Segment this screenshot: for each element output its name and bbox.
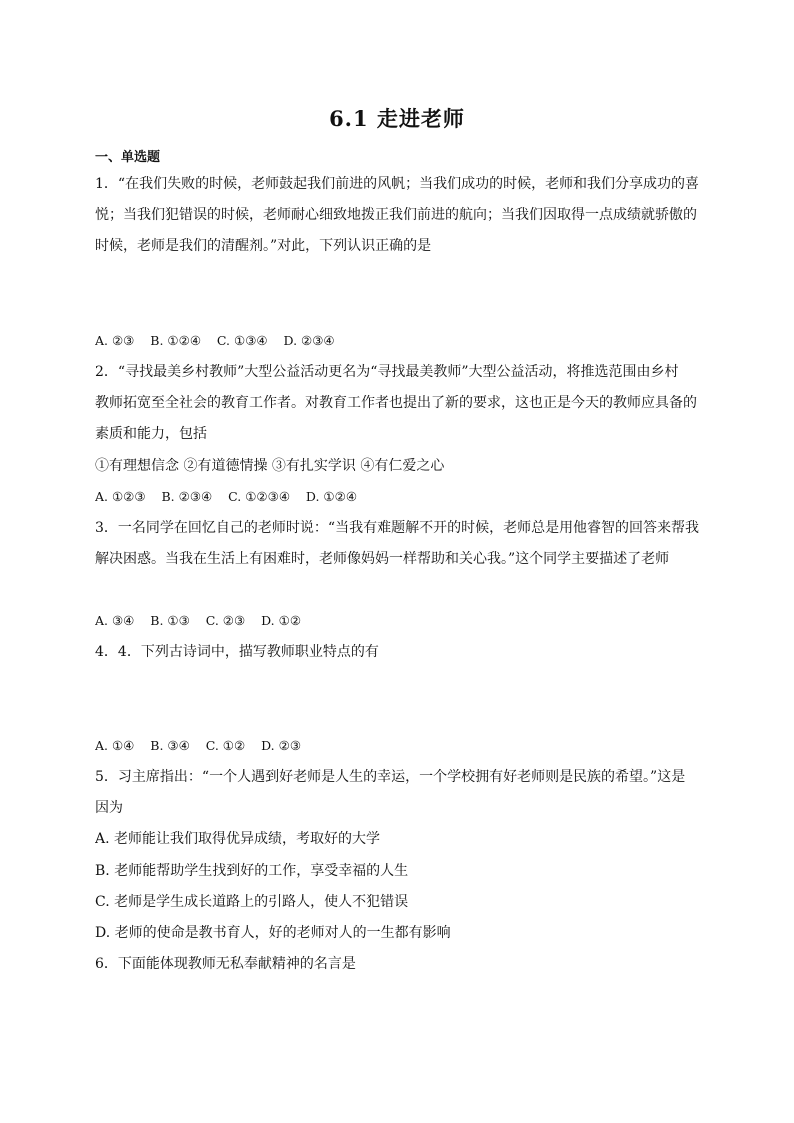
q5-stem-line-1: 5．习主席指出：“一个人遇到好老师是人生的幸运，一个学校拥有好老师则是民族的希望。”这是 <box>95 769 686 785</box>
q6-stem: 6．下面能体现教师无私奉献精神的名言是 <box>95 956 356 972</box>
q2-options: A. ①②③ B. ②③④ C. ①②③④ D. ①②④ <box>95 489 358 504</box>
q1-stem-line-1: 1．“在我们失败的时候，老师鼓起我们前进的风帆；当我们成功的时候，老师和我们分享成功的喜 <box>95 176 700 192</box>
q3-options: A. ③④ B. ①③ C. ②③ D. ①② <box>95 613 302 628</box>
q5-option-a: A. 老师能让我们取得优异成绩，考取好的大学 <box>95 831 381 847</box>
q3-stem-line-1: 3．一名同学在回忆自己的老师时说：“当我有难题解不开的时候，老师总是用他睿智的回答来帮我 <box>95 520 700 536</box>
q5-option-d: D. 老师的使命是教书育人，好的老师对人的一生都有影响 <box>95 925 451 941</box>
q5-stem-line-2: 因为 <box>95 800 123 816</box>
q2-stem-line-2: 教师拓宽至全社会的教育工作者。对教育工作者也提出了新的要求，这也正是今天的教师应具备的 <box>95 395 697 411</box>
q2-stem-line-3: 素质和能力，包括 <box>95 426 207 442</box>
q4-stem: 4．4．下列古诗词中，描写教师职业特点的有 <box>95 644 379 660</box>
page-title: 6.1 走进老师 <box>329 106 465 131</box>
q4-options: A. ①④ B. ③④ C. ①② D. ②③ <box>95 738 302 753</box>
q5-option-c: C. 老师是学生成长道路上的引路人，使人不犯错误 <box>95 894 409 910</box>
q3-stem-line-2: 解决困惑。当我在生活上有困难时，老师像妈妈一样帮助和关心我。”这个同学主要描述了老师 <box>95 551 670 567</box>
section-heading: 一、单选题 <box>95 150 161 165</box>
q1-stem-line-3: 时候，老师是我们的清醒剂。”对此，下列认识正确的是 <box>95 238 432 254</box>
q2-stem-line-1: 2．“寻找最美乡村教师”大型公益活动更名为“寻找最美教师”大型公益活动，将推选范围由乡村 <box>95 364 679 380</box>
q1-stem-line-2: 悦；当我们犯错误的时候，老师耐心细致地拨正我们前进的航向；当我们因取得一点成绩就骄傲的 <box>95 207 697 223</box>
q5-option-b: B. 老师能帮助学生找到好的工作，享受幸福的人生 <box>95 863 409 879</box>
q2-items: ①有理想信念 ②有道德情操 ③有扎实学识 ④有仁爱之心 <box>95 458 445 474</box>
q1-options: A. ②③ B. ①②④ C. ①③④ D. ②③④ <box>95 333 335 348</box>
